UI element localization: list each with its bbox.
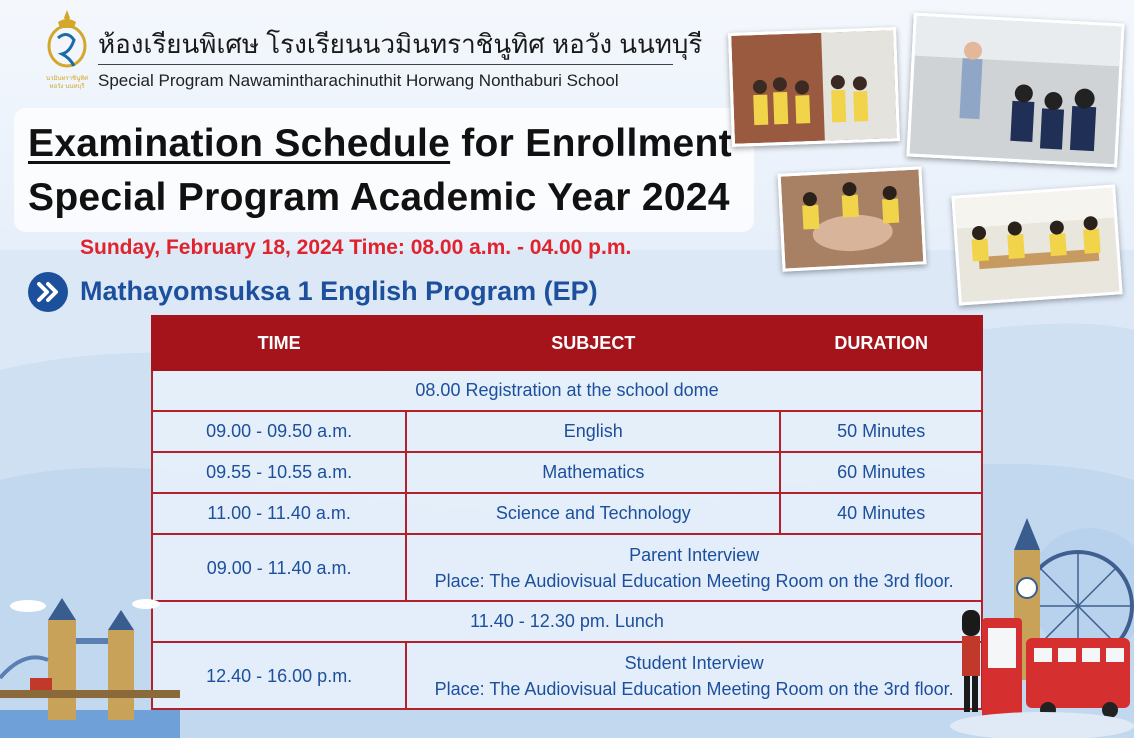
- program-heading: Mathayomsuksa 1 English Program (EP): [80, 276, 598, 306]
- photo-classroom-table: [778, 166, 927, 271]
- london-scene-icon: [950, 510, 1134, 738]
- double-decker-bus-icon: [1026, 638, 1130, 718]
- header-time: TIME: [152, 316, 406, 370]
- title-underlined: Examination Schedule: [28, 122, 451, 165]
- duration-cell: 50 Minutes: [780, 411, 982, 452]
- duration-cell: 60 Minutes: [780, 452, 982, 493]
- exam-date-time: Sunday, February 18, 2024 Time: 08.00 a.m. - 04.00 p.m.: [80, 236, 632, 259]
- lunch-cell: 11.40 - 12.30 pm. Lunch: [152, 601, 982, 642]
- subject-cell: English: [406, 411, 780, 452]
- tower-bridge-icon: [0, 590, 180, 738]
- svg-text:หอวัง นนทบุรี: หอวัง นนทบุรี: [49, 83, 85, 90]
- title-line-2: Special Program Academic Year 2024: [28, 176, 730, 219]
- student-interview-cell: [406, 642, 982, 709]
- header-subject: SUBJECT: [406, 316, 780, 370]
- double-chevron-right-icon: [28, 272, 68, 312]
- subject-cell: Mathematics: [406, 452, 780, 493]
- time-cell: 09.00 - 11.40 a.m.: [152, 534, 406, 601]
- royal-guard-icon: [962, 610, 980, 712]
- registration-cell: 08.00 Registration at the school dome: [152, 370, 982, 411]
- subject-cell: Science and Technology: [406, 493, 780, 534]
- header-divider: [98, 64, 673, 65]
- table-header-row: [152, 316, 982, 370]
- photo-students-desks: [951, 184, 1122, 305]
- table-row-lunch: [152, 601, 982, 642]
- time-cell: 11.00 - 11.40 a.m.: [152, 493, 406, 534]
- title-line-1: [28, 122, 732, 166]
- school-emblem-icon: [40, 8, 94, 96]
- table-row: [152, 493, 982, 534]
- photo-teacher-class: [906, 13, 1124, 168]
- time-cell: 09.00 - 09.50 a.m.: [152, 411, 406, 452]
- table-row-registration: [152, 370, 982, 411]
- phone-box-icon: [982, 618, 1022, 718]
- header-duration: DURATION: [780, 316, 982, 370]
- duration-cell: 40 Minutes: [780, 493, 982, 534]
- parent-interview-cell: [406, 534, 982, 601]
- table-row: [152, 452, 982, 493]
- parent-interview-place: Place: The Audiovisual Education Meeting Room on the 3rd floor.: [434, 570, 954, 591]
- table-row: [152, 411, 982, 452]
- photo-students-group: [728, 27, 900, 147]
- student-interview-title: Student Interview: [624, 652, 764, 673]
- school-name-english: Special Program Nawamintharachinuthit Horwang Nonthaburi School: [98, 71, 619, 90]
- table-row-student-interview: [152, 642, 982, 709]
- title-line-1-rest: for Enrollment: [450, 122, 732, 165]
- time-cell: 09.55 - 10.55 a.m.: [152, 452, 406, 493]
- school-name-thai: ห้องเรียนพิเศษ โรงเรียนนวมินทราชินูทิศ หอวัง นนทบุรี: [98, 29, 703, 59]
- exam-schedule-table: [151, 315, 983, 710]
- student-interview-place: Place: The Audiovisual Education Meeting Room on the 3rd floor.: [434, 678, 954, 699]
- parent-interview-title: Parent Interview: [629, 544, 760, 565]
- time-cell: 12.40 - 16.00 p.m.: [152, 642, 406, 709]
- table-row-parent-interview: [152, 534, 982, 601]
- svg-text:นวมินทราชินูทิศ: นวมินทราชินูทิศ: [45, 75, 89, 82]
